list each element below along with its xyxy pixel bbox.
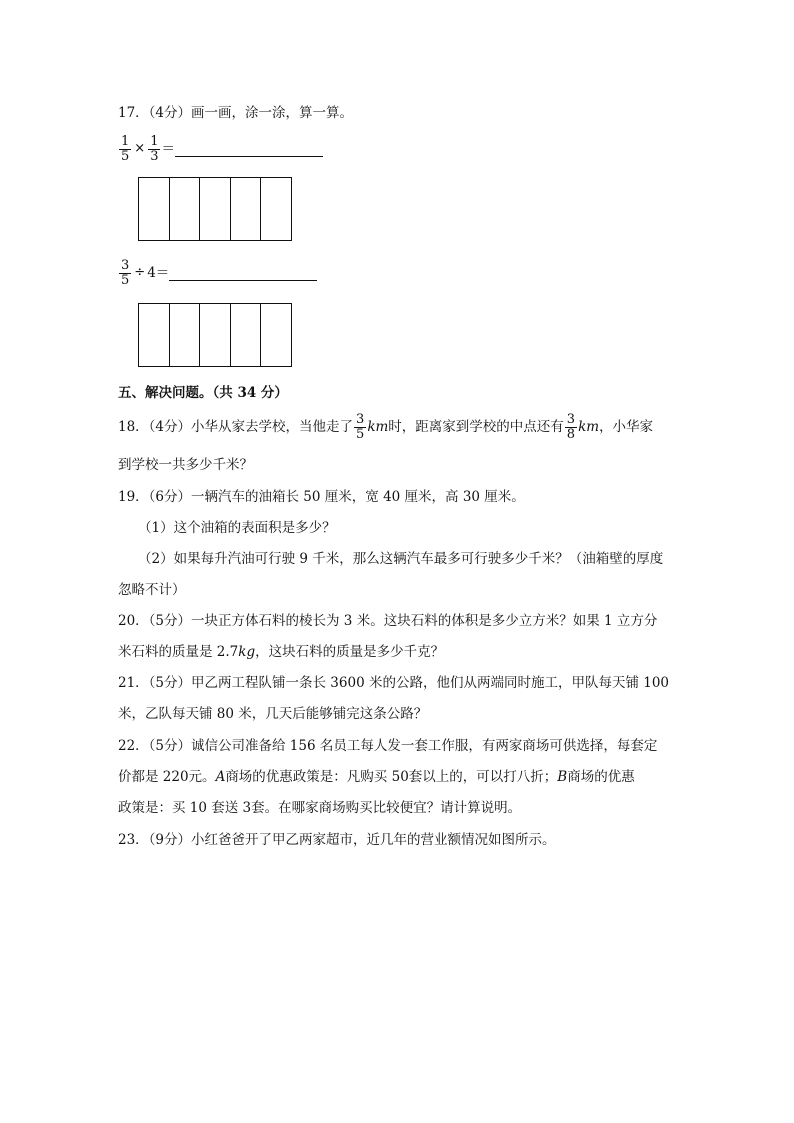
grid-cell[interactable] — [261, 178, 291, 240]
q23-line-1: 23．（9分）小红爸爸开了甲乙两家超市，近几年的营业额情况如图所示。 — [118, 832, 556, 848]
q19-line-1: 19．（6分）一辆汽车的油箱长 50 厘米，宽 40 厘米，高 30 厘米。 — [118, 489, 525, 505]
q18-line-1: 18．（4分）小华从家去学校，当他走了 $\frac{3}{5}$ km 时，距离家到学校的中点还有 $\frac{3}{8}$ km ，小华家 — [118, 411, 654, 442]
fraction: $\frac{1}{3}$ — [150, 133, 159, 164]
section-heading: 五、解决问题。（共 34 分） — [118, 385, 288, 401]
grid-box-2[interactable] — [138, 303, 292, 367]
grid-cell[interactable] — [200, 304, 231, 366]
q18-line-2: 到学校一共多少千米？ — [118, 457, 253, 473]
grid-cell[interactable] — [139, 304, 170, 366]
grid-cell[interactable] — [200, 178, 231, 240]
fraction: $\frac{1}{5}$ — [121, 133, 130, 164]
grid-box-1[interactable] — [138, 177, 292, 241]
grid-cell[interactable] — [170, 304, 201, 366]
answer-blank[interactable] — [169, 266, 317, 281]
q22-line-3: 政策是：买 10 套送 3套。在哪家商场购买比较便宜？请计算说明。 — [118, 800, 522, 816]
q19-sub-2: （2）如果每升汽油可行驶 9 千米，那么这辆汽车最多可行驶多少千米？（油箱壁的厚度 — [138, 551, 664, 567]
fraction: $\frac{3}{5}$ — [356, 411, 365, 442]
q17-expression-2: $\frac{3}{5}$ ÷ 4 ＝ — [118, 256, 317, 290]
q17-title: 17．（4分）画一画，涂一涂，算一算。 — [118, 105, 354, 121]
q19-sub-1: （1）这个油箱的表面积是多少？ — [138, 520, 336, 536]
grid-cell[interactable] — [139, 178, 170, 240]
grid-cell[interactable] — [261, 304, 291, 366]
q21-line-2: 米，乙队每天铺 80 米，几天后能够铺完这条公路？ — [118, 706, 428, 722]
q17-expression-1: $\frac{1}{5}$ × $\frac{1}{3}$ ＝ — [118, 132, 323, 166]
q22-line-1: 22．（5分）诚信公司准备给 156 名员工每人发一套工作服，有两家商场可供选择，每套定 — [118, 738, 658, 754]
fraction: $\frac{3}{8}$ — [566, 411, 576, 442]
answer-blank[interactable] — [175, 142, 323, 157]
q21-line-1: 21．（5分）甲乙两工程队铺一条长 3600 米的公路，他们从两端同时施工，甲队每天铺 100 — [118, 675, 670, 691]
q22-line-2: 价都是 220元。A商场的优惠政策是：凡购买 50套以上的，可以打八折；B商场的优惠 — [118, 769, 635, 785]
q19-sub-2-cont: 忽略不计） — [118, 582, 186, 598]
fraction: $\frac{3}{5}$ — [121, 257, 130, 288]
q20-line-1: 20．（5分）一块正方体石料的棱长为 3 米。这块石料的体积是多少立方米？如果 1 立方分 — [118, 613, 658, 629]
grid-cell[interactable] — [231, 304, 262, 366]
grid-cell[interactable] — [170, 178, 201, 240]
q20-line-2: 米石料的质量是 2.7kg，这块石料的质量是多少千克？ — [118, 644, 445, 660]
grid-cell[interactable] — [231, 178, 262, 240]
